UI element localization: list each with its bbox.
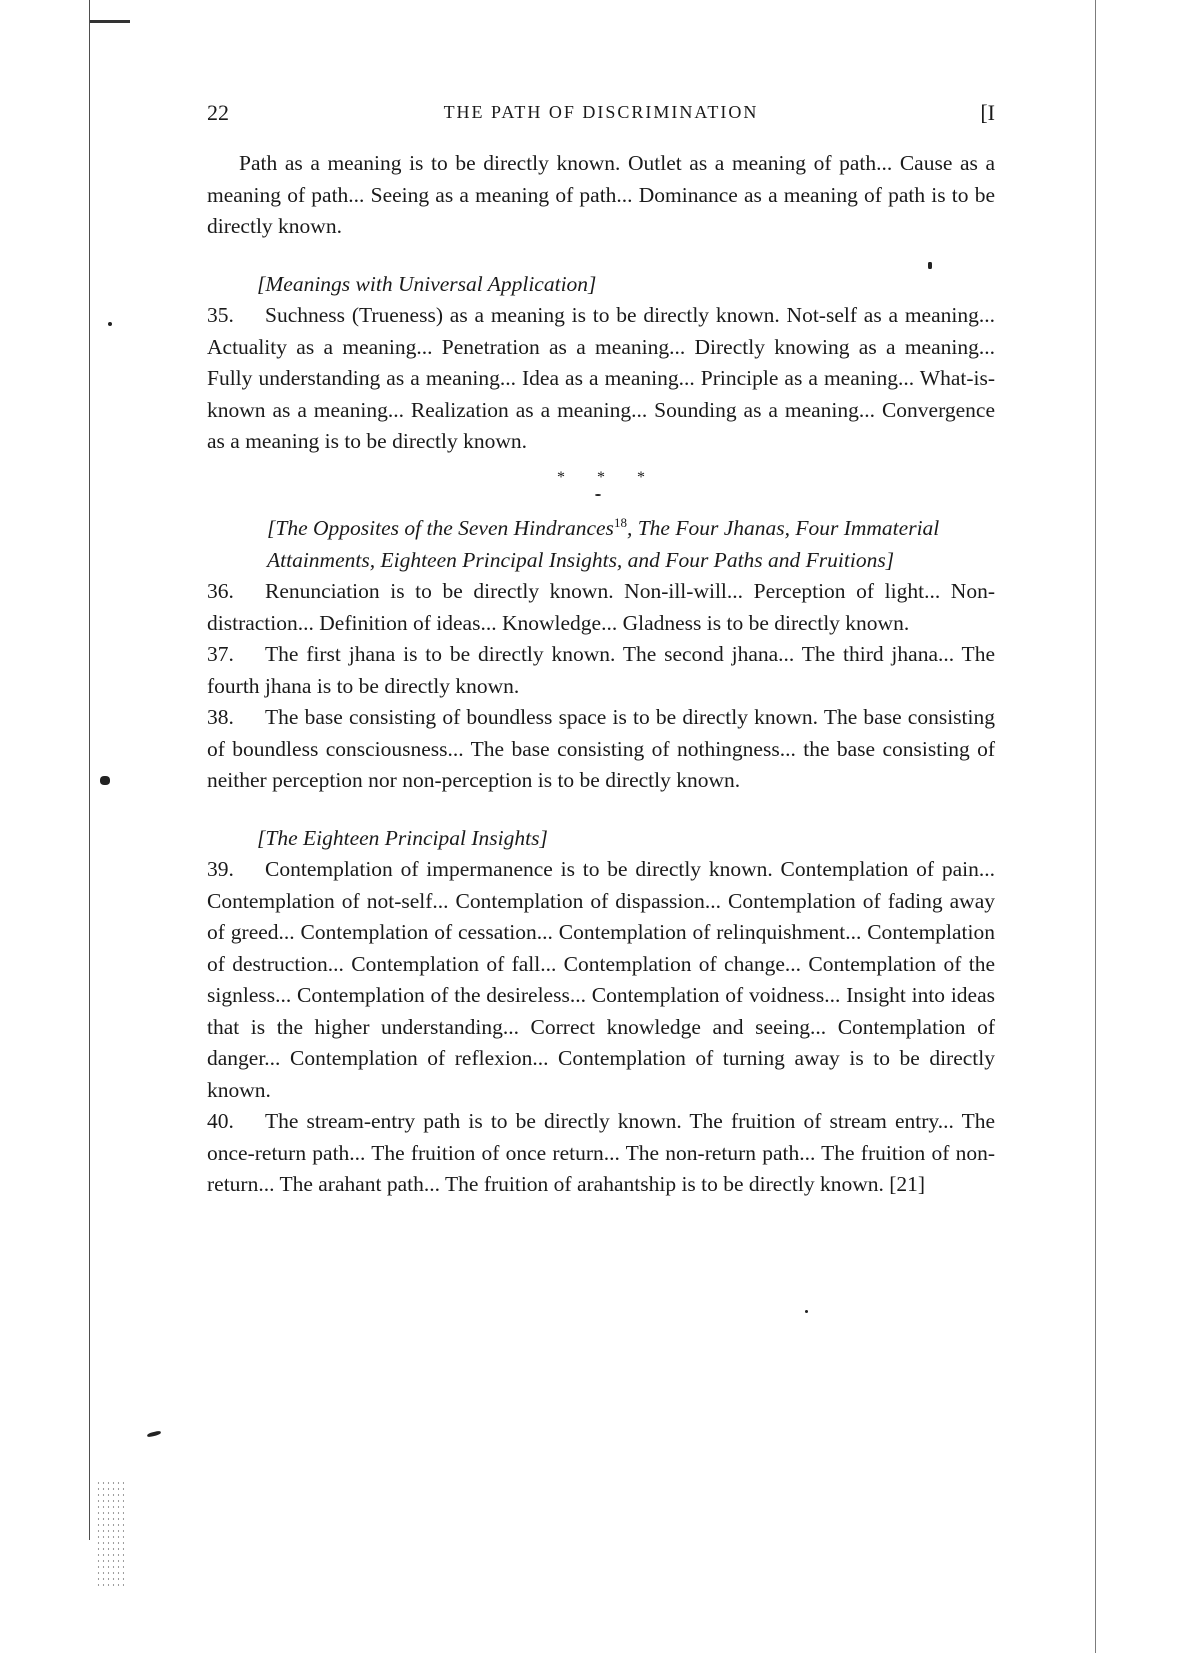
paragraph-number: 37. [207, 642, 234, 667]
paragraph-number: 38. [207, 705, 234, 730]
paragraph-intro [207, 148, 995, 243]
section-heading-insights: [The Eighteen Principal Insights] [257, 825, 548, 850]
chapter-mark: [I [980, 100, 995, 125]
paragraph-number: 39. [207, 857, 234, 882]
paragraph-text: The first jhana is to be directly known. The second jhana... The third jhana... The fourth jhana is to be directly known. [207, 642, 995, 698]
section-separator: * * * [557, 468, 659, 486]
running-title: THE PATH OF DISCRIMINATION [443, 102, 759, 122]
scan-speck [100, 776, 110, 785]
paragraph-text: Suchness (Trueness) as a meaning is to be directly known. Not-self as a meaning... Actuality as a meaning... Penetration as a meaning... Directly knowing as a meaning... Fully understanding as a meaning... Idea as a meaning... Principle as a meaning... What-is-known as a meaning... Realization as a meaning... Sounding as a meaning... Convergence as a meaning is to be directly known. [207, 303, 995, 453]
paragraph-text: Contemplation of impermanence is to be directly known. Contemplation of pain... Contemplation of not-self... Contemplation of dispassion... Contemplation of fading away of greed... Contemplation of cessation... Contemplation of relinquishment... Contemplation of destruction... Contemplation of fall... Contemplation of change... Contemplation of the signless... Contemplation of the desireless... Contemplation of voidness... Insight into ideas that is the higher understanding... Correct knowledge and seeing... Contemplation of danger... Contemplation of reflexion... Contemplation of turning away is to be directly known. [207, 857, 995, 1102]
paragraph-37 [207, 639, 995, 702]
spacer [207, 797, 995, 823]
running-head [207, 100, 995, 130]
scan-edge-left [89, 0, 90, 1540]
spacer [207, 243, 995, 269]
paragraph-text: Renunciation is to be directly known. Non-ill-will... Perception of light... Non-distraction... Definition of ideas... Knowledge... Gladness is to be directly known. [207, 579, 995, 635]
section-heading-universal: [Meanings with Universal Application] [257, 271, 597, 296]
footnote-ref[interactable]: 18 [613, 515, 627, 530]
paragraph-number: 36. [207, 579, 234, 604]
paragraph-38 [207, 702, 995, 797]
paragraph-40 [207, 1106, 995, 1201]
scan-speck [147, 1430, 162, 1437]
scan-edge-right [1095, 0, 1096, 1653]
paragraph-36 [207, 576, 995, 639]
paragraph-number: 40. [207, 1109, 234, 1134]
paragraph-text: The stream-entry path is to be directly known. The fruition of stream entry... The once-return path... The fruition of once return... The non-return path... The fruition of non-return... The arahant path... The fruition of arahantship is to be directly known. [207, 1109, 995, 1197]
source-page-ref: [21] [889, 1172, 926, 1197]
paragraph-text: The base consisting of boundless space is to be directly known. The base consisting of boundless consciousness... The base consisting of nothingness... the base consisting of neither perception nor non-perception is to be directly known. [207, 705, 995, 793]
paragraph-35 [207, 300, 995, 458]
page-body [207, 148, 995, 1201]
section-heading-opposites [207, 507, 995, 576]
paragraph-39 [207, 854, 995, 1106]
paragraph-text: Path as a meaning is to be directly known. Outlet as a meaning of path... Cause as a meaning of path... Seeing as a meaning of path... Dominance as a meaning of path is to be directly known. [207, 151, 995, 238]
heading-text: , The Four Jhanas, Four Immaterial Attainments, Eighteen Principal Insights, and Four Paths and Fruitions] [267, 516, 940, 572]
page-number: 22 [207, 100, 229, 125]
scan-mark-top [90, 20, 130, 23]
scan-speck [108, 322, 112, 326]
scan-speck [805, 1310, 808, 1313]
heading-text: [The Opposites of the Seven Hindrances [267, 516, 614, 541]
scan-noise [96, 1480, 124, 1590]
paragraph-number: 35. [207, 303, 234, 327]
